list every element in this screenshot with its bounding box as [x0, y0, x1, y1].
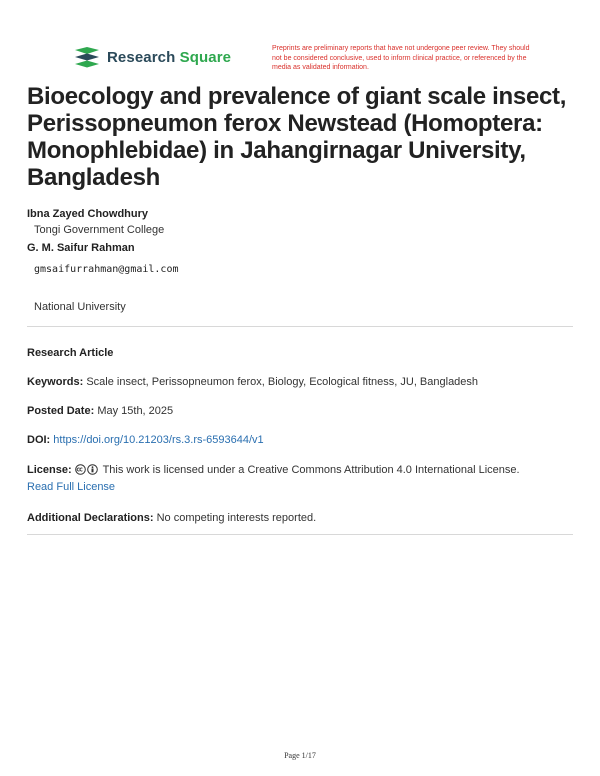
logo-wordmark-accent: Square	[179, 48, 232, 66]
author-email[interactable]: gmsaifurrahman@gmail.com	[34, 264, 179, 275]
read-full-license-link[interactable]: Read Full License	[27, 481, 116, 493]
research-square-logo-icon	[73, 46, 101, 68]
posted-date-label: Posted Date:	[27, 405, 95, 417]
declarations-label: Additional Declarations:	[27, 512, 154, 524]
article-type	[27, 345, 577, 362]
paper-title: Bioecology and prevalence of giant scale insect, Perissopneumon ferox Newstead (Homoptera: Monophlebidae) in Jahangirnagar University, Bangladesh	[27, 83, 567, 191]
posted-date-value: May 15th, 2025	[97, 405, 174, 417]
author-name: G. M. Saifur Rahman	[27, 242, 135, 254]
section-divider	[27, 326, 573, 327]
section-divider	[27, 534, 573, 535]
license-label: License:	[27, 464, 72, 476]
declarations-value: No competing interests reported.	[156, 512, 317, 524]
posted-date-row	[27, 403, 577, 420]
research-square-logo[interactable]	[73, 46, 231, 68]
doi-label: DOI:	[27, 434, 51, 446]
logo-wordmark	[107, 49, 231, 66]
doi-link[interactable]: https://doi.org/10.21203/rs.3.rs-6593644/v1	[53, 434, 264, 446]
keywords-value: Scale insect, Perissopneumon ferox, Biology, Ecological fitness, JU, Bangladesh	[86, 376, 479, 388]
license-text: This work is licensed under a Creative Commons Attribution 4.0 International License.	[102, 464, 520, 476]
article-type-label: Research Article	[27, 347, 114, 359]
license-row	[27, 462, 577, 496]
author-name: Ibna Zayed Chowdhury	[27, 208, 149, 220]
author-affiliation: National University	[34, 301, 126, 313]
preprint-notice: Preprints are preliminary reports that have not undergone peer review. They should not be considered conclusive, used to inform clinical practice, or referenced by the media as validated information.	[272, 45, 530, 71]
creative-commons-icons	[75, 464, 98, 475]
author-affiliation: Tongi Government College	[34, 224, 165, 236]
keywords-label: Keywords:	[27, 376, 84, 388]
declarations-row	[27, 510, 577, 527]
attribution-icon	[87, 464, 98, 475]
logo-wordmark-main: Research	[107, 48, 176, 66]
keywords-row	[27, 374, 577, 391]
cc-icon	[75, 464, 86, 475]
doi-row	[27, 432, 577, 449]
page-number: Page 1/17	[284, 751, 316, 760]
